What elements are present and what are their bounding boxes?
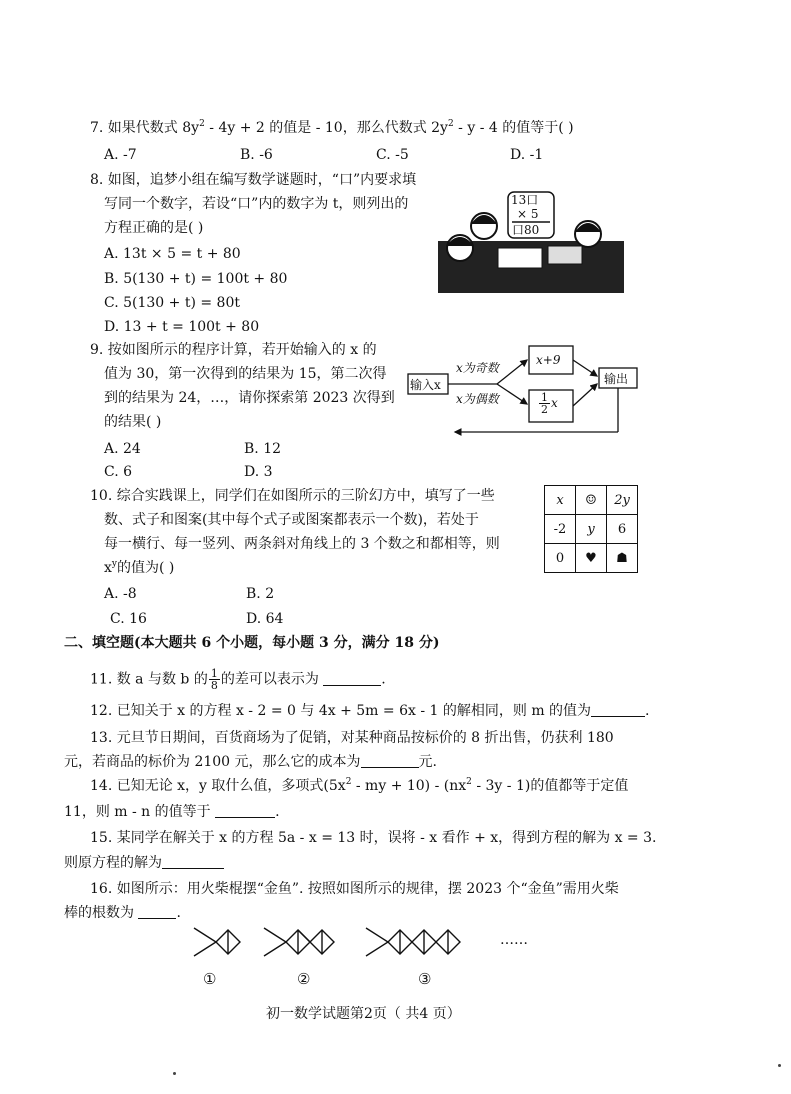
- magic-cell: y: [576, 515, 607, 544]
- q9-option-c[interactable]: C. 6: [104, 464, 133, 480]
- section2-heading: 二、填空题(本大题共 6 个小题，每小题 3 分，满分 18 分): [64, 635, 440, 651]
- q10-line-2: 数、式子和图案(其中每个式子或图案都表示一个数)，若处于: [104, 512, 479, 528]
- magic-cell: 2y: [607, 486, 638, 515]
- q15-answer-blank[interactable]: [162, 854, 224, 869]
- q10-line-1: 10. 综合实践课上，同学们在如图所示的三阶幻方中，填写了一些: [90, 488, 495, 504]
- q10-option-c[interactable]: C. 16: [110, 611, 147, 627]
- q9-flow-output: 输出: [604, 372, 629, 386]
- scan-speck: [173, 1072, 176, 1075]
- q14-answer-blank[interactable]: [215, 803, 275, 818]
- q15-line-1: 15. 某同学在解关于 x 的方程 5a - x = 13 时，误将 - x 看作 + x，得到方程的解为 x = 3.: [90, 830, 657, 846]
- q16-fish-figure: [186, 922, 516, 964]
- q16-line-2: 棒的根数为 .: [64, 905, 181, 921]
- q9-option-d[interactable]: D. 3: [244, 464, 273, 480]
- q9-option-a[interactable]: A. 24: [104, 441, 141, 457]
- heart-icon: ♥: [576, 544, 607, 573]
- q16-continuation-dots: ……: [500, 932, 528, 948]
- q11: 11. 数 a 与数 b 的 $\frac{1}{8}$ 的差可以表示为 .: [90, 667, 386, 692]
- q9-flow-even: x为偶数: [456, 392, 499, 406]
- q8-option-b[interactable]: B. 5(130 + t) = 100t + 80: [104, 271, 288, 287]
- q10-option-b[interactable]: B. 2: [246, 586, 275, 602]
- smiley-icon: ☺: [576, 486, 607, 515]
- q8-puzzle-line-1: 13口: [511, 193, 539, 207]
- q14-line-2: 11，则 m - n 的值等于 .: [64, 804, 280, 820]
- scan-speck: [778, 1064, 781, 1067]
- q9-flow-box-half: $\frac{1}{2}$ x: [541, 391, 558, 416]
- q9-flow-odd: x为奇数: [456, 361, 499, 375]
- q8-option-a[interactable]: A. 13t × 5 = t + 80: [104, 246, 241, 262]
- q10-option-a[interactable]: A. -8: [104, 586, 137, 602]
- q14-line-1: 14. 已知无论 x，y 取什么值，多项式($5x^2$ - my + $10) - (nx^2 - 3y - 1)$的值都等于定值: [90, 777, 629, 794]
- q11-answer-blank[interactable]: [323, 671, 381, 686]
- q8-line-3: 方程正确的是( ): [104, 220, 204, 236]
- q8-line-2: 写同一个数字，若设“口”内的数字为 t，则列出的: [104, 196, 409, 212]
- q9-flowchart: [405, 340, 665, 440]
- q12: 12. 已知关于 x 的方程 x - 2 = 0 与 4x + 5m = 6x - 1 的解相同，则 m 的值为 .: [90, 703, 650, 719]
- thumbs-up-icon: ☗: [607, 544, 638, 573]
- q10-magic-square: [544, 485, 638, 573]
- magic-cell: x: [545, 486, 576, 515]
- q9-flow-input: 输入x: [410, 378, 441, 392]
- q10-line-3: 每一横行、每一竖列、两条斜对角线上的 3 个数之和都相等，则: [104, 536, 500, 552]
- q12-answer-blank[interactable]: [591, 702, 645, 717]
- q13-line-2: 元，若商品的标价为 2100 元，那么它的成本为 元.: [64, 754, 437, 770]
- q8-option-c[interactable]: C. 5(130 + t) = 80t: [104, 295, 240, 311]
- q7-stem: 7. 如果代数式 $8y^2 - 4y + 2$ 的值是 - 10，那么代数式 $2y^2$ - y - 4 的值等于( ): [90, 119, 574, 136]
- q10-line-4: $x^y$的值为( ): [104, 559, 175, 576]
- q9-line-1: 9. 按如图所示的程序计算，若开始输入的 x 的: [90, 342, 377, 358]
- q9-line-2: 值为 30，第一次得到的结果为 15，第二次得: [104, 366, 387, 382]
- q16-answer-blank[interactable]: [138, 904, 176, 919]
- q10-option-d[interactable]: D. 64: [246, 611, 284, 627]
- q9-flow-box-add: x+9: [536, 353, 561, 367]
- q7-option-a[interactable]: A. -7: [104, 147, 137, 163]
- q9-option-b[interactable]: B. 12: [244, 441, 282, 457]
- q16-fish-label-1: ①: [203, 970, 217, 988]
- q7-option-c[interactable]: C. -5: [376, 147, 409, 163]
- q9-line-3: 到的结果为 24，…，请你探索第 2023 次得到: [104, 390, 395, 406]
- q8-puzzle-line-3: 口80: [512, 223, 540, 237]
- page-footer: 初一数学试题第2页（ 共4 页）: [266, 1006, 461, 1022]
- q15-line-2: 则原方程的解为: [64, 854, 224, 872]
- q13-line-1: 13. 元旦节日期间，百货商场为了促销，对某种商品按标价的 8 折出售，仍获利 180: [90, 730, 614, 746]
- q7-option-b[interactable]: B. -6: [240, 147, 273, 163]
- q8-line-1: 8. 如图，追梦小组在编写数学谜题时，“口”内要求填: [90, 172, 417, 188]
- q16-fish-label-2: ②: [297, 970, 311, 988]
- q16-fish-label-3: ③: [418, 970, 432, 988]
- magic-cell: -2: [545, 515, 576, 544]
- q9-line-4: 的结果( ): [104, 414, 162, 430]
- q8-option-d[interactable]: D. 13 + t = 100t + 80: [104, 319, 260, 335]
- q13-answer-blank[interactable]: [361, 753, 419, 768]
- q8-puzzle-line-2: × 5: [517, 207, 539, 221]
- magic-cell: 0: [545, 544, 576, 573]
- magic-cell: 6: [607, 515, 638, 544]
- q7-option-d[interactable]: D. -1: [510, 147, 544, 163]
- q16-line-1: 16. 如图所示：用火柴棍摆“金鱼”. 按照如图所示的规律，摆 2023 个“金鱼”需用火柴: [90, 881, 619, 897]
